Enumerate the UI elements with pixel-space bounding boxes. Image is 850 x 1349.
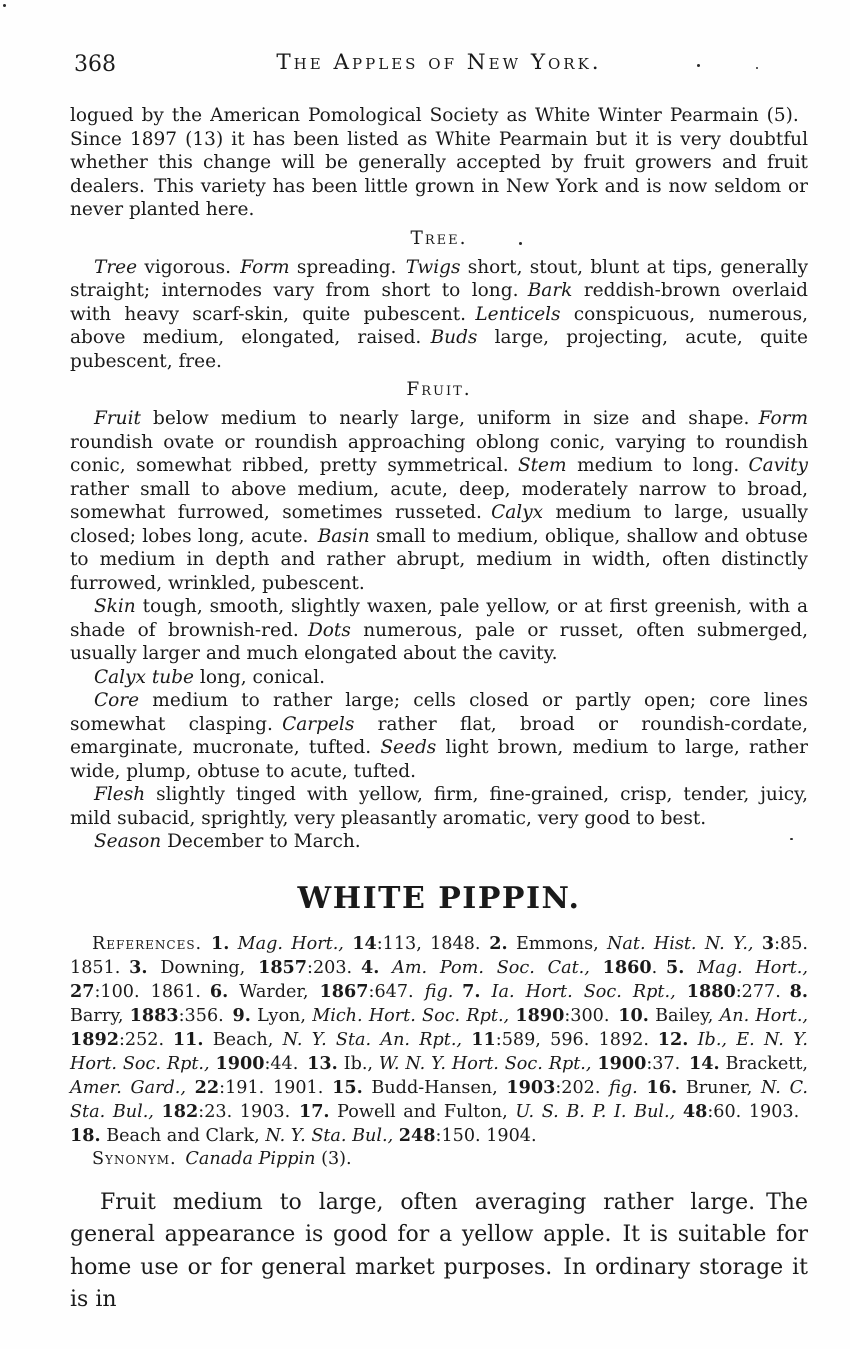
text-segment: 9. bbox=[232, 1004, 251, 1026]
text-segment: 3 bbox=[761, 932, 775, 954]
text-segment bbox=[344, 934, 352, 954]
text-segment: below medium to nearly large, uniform in size and shape. bbox=[140, 408, 759, 429]
text-segment: Form bbox=[758, 408, 808, 429]
text-segment bbox=[453, 982, 462, 1002]
text-segment: Core bbox=[94, 690, 140, 711]
text-segment: 6. bbox=[209, 980, 229, 1002]
text-column bbox=[70, 104, 808, 1317]
text-segment: 1883 bbox=[129, 1004, 179, 1026]
text-segment: light brown, medium to large, rather wide, plump, obtuse to acute, tufted. bbox=[70, 737, 808, 782]
text-segment: Twigs bbox=[405, 256, 461, 278]
text-segment: Canada Pippin bbox=[185, 1148, 316, 1169]
text-segment bbox=[675, 1102, 683, 1122]
text-segment: 11. bbox=[172, 1028, 204, 1050]
text-segment: Dots bbox=[307, 619, 351, 641]
text-segment: 1867 bbox=[319, 980, 369, 1002]
text-segment: Beach, bbox=[203, 1029, 283, 1050]
text-segment: 3. bbox=[129, 956, 148, 978]
text-segment: Ib., E. N. Y. Hort. Soc. Rpt., bbox=[70, 1029, 809, 1074]
text-segment bbox=[590, 958, 603, 978]
text-segment: 48 bbox=[682, 1100, 708, 1122]
text-segment: fig. bbox=[424, 981, 454, 1002]
text-segment: 1892 bbox=[70, 1028, 119, 1050]
text-segment: :60. 1903. bbox=[707, 1101, 809, 1122]
text-segment: 1903 bbox=[506, 1076, 556, 1098]
text-segment: medium to long. bbox=[566, 455, 749, 476]
text-segment bbox=[480, 982, 491, 1002]
text-segment: roundish ovate or roundish approaching oblong conic, varying to roundish conic, somewhat ribbed, pretty symmetrical. bbox=[70, 431, 808, 476]
text-segment: Basin bbox=[317, 525, 370, 547]
scan-speck bbox=[697, 64, 700, 67]
text-segment: Synonym. bbox=[92, 1148, 177, 1169]
text-segment: . bbox=[651, 957, 667, 978]
text-segment: Lyon, bbox=[250, 1005, 313, 1026]
text-segment: Fruit bbox=[94, 408, 141, 429]
text-segment: References. bbox=[92, 933, 203, 954]
text-segment: :589, 596. 1892. bbox=[495, 1029, 658, 1050]
text-segment: rather flat, broad or roundish-cordate, emarginate, mucronate, tufted. bbox=[70, 713, 808, 758]
text-segment: :23. 1903. bbox=[198, 1101, 299, 1122]
text-segment: conspicuous, numerous, above medium, elongated, raised. bbox=[70, 303, 808, 348]
text-segment: slightly tinged with yellow, firm, fine-grained, crisp, tender, juicy, mild subacid, sprightly, very pleasantly aromatic, very good to best. bbox=[70, 784, 808, 829]
text-segment: Budd-Hansen, bbox=[362, 1077, 507, 1098]
text-segment bbox=[676, 982, 687, 1002]
text-segment: Bark bbox=[527, 280, 573, 301]
text-segment: :44. bbox=[264, 1053, 308, 1074]
text-segment: :356. bbox=[178, 1005, 233, 1026]
text-segment: vigorous. bbox=[137, 256, 241, 278]
text-segment: short, stout, blunt at tips, generally straight; internodes vary from short to long. bbox=[70, 256, 809, 301]
text-segment: :202. bbox=[555, 1077, 610, 1098]
continuation-paragraph bbox=[70, 104, 808, 222]
text-segment: N. Y. Sta. An. Rpt., bbox=[282, 1029, 463, 1050]
text-segment bbox=[638, 1078, 647, 1098]
fruit-section-heading: Fruit. bbox=[406, 379, 472, 400]
variety-title: WHITE PIPPIN. bbox=[297, 880, 581, 916]
text-segment: Nat. Hist. N. Y., bbox=[607, 933, 754, 954]
text-segment: Season bbox=[94, 831, 162, 852]
text-segment: 12. bbox=[657, 1028, 689, 1050]
text-segment: Fruit medium to large, often averaging rather large. The general appearance is good for a yellow apple. It is suitable for home use or for general market purposes. In ordinary storage it is in bbox=[70, 1189, 808, 1312]
season-paragraph bbox=[70, 830, 808, 854]
text-segment: numerous, pale or russet, often submerged, usually larger and much elongated about the cavity. bbox=[70, 619, 809, 664]
text-segment: logued by the American Pomological Society as White Winter Pearmain (5). Since 1897 (13) it has been listed as White Pearmain but it is very doubtful whether this change will be generally accepted by fruit growers and fruit dealers. This variety has been little grown in New York and is now seldom or never planted here. bbox=[70, 105, 808, 220]
text-segment: 4. bbox=[360, 956, 380, 978]
flesh-paragraph bbox=[70, 783, 808, 830]
fruit-paragraph bbox=[70, 407, 808, 595]
scan-speck bbox=[790, 838, 793, 840]
text-segment: W. N. Y. Hort. Soc. Rpt., bbox=[378, 1053, 592, 1074]
text-segment: 14. bbox=[689, 1052, 720, 1074]
text-segment: Ia. Hort. Soc. Rpt., bbox=[491, 981, 676, 1002]
text-segment: (3). bbox=[315, 1148, 352, 1169]
text-segment bbox=[688, 1030, 697, 1050]
text-segment: Stem bbox=[517, 455, 567, 476]
text-segment: medium to rather large; cells closed or partly open; core lines somewhat clasping. bbox=[70, 690, 808, 735]
text-segment: 1900 bbox=[215, 1052, 265, 1074]
text-segment: Skin bbox=[94, 596, 136, 617]
text-segment: Ib., bbox=[337, 1053, 379, 1074]
text-segment: Bailey, bbox=[648, 1005, 720, 1026]
text-segment: :85. 1851. bbox=[70, 933, 809, 978]
text-segment: :300. bbox=[564, 1005, 619, 1026]
text-segment: :203. bbox=[307, 957, 361, 978]
page-number: 368 bbox=[74, 52, 116, 77]
text-segment: rather small to above medium, acute, deep, moderately narrow to broad, somewhat furrowed, sometimes russeted. bbox=[70, 478, 808, 523]
text-segment: Am. Pom. Soc. Cat., bbox=[392, 957, 590, 978]
text-segment: 7. bbox=[462, 980, 481, 1002]
text-segment: :150. 1904. bbox=[435, 1125, 537, 1146]
text-segment bbox=[754, 934, 762, 954]
text-segment: 1860 bbox=[602, 956, 652, 978]
text-segment: Flesh bbox=[94, 784, 146, 805]
text-segment: tough, smooth, slightly waxen, pale yellow, or at first greenish, with a shade of brownish-red. bbox=[70, 596, 808, 641]
text-segment: Carpels bbox=[282, 713, 355, 735]
text-segment: Mag. Hort., bbox=[237, 933, 344, 954]
text-segment: 1890 bbox=[515, 1004, 565, 1026]
core-paragraph bbox=[70, 689, 808, 783]
text-segment: :100. 1861. bbox=[94, 981, 210, 1002]
tree-section-heading: Tree. bbox=[410, 227, 468, 249]
text-segment: fig. bbox=[609, 1077, 638, 1098]
text-segment: small to medium, oblique, shallow and obtuse to medium in depth and rather abrupt, medium in width, often distinctly furrowed, wrinkled, pubescent. bbox=[70, 525, 808, 594]
text-segment: December to March. bbox=[161, 831, 361, 852]
text-segment: long, conical. bbox=[194, 666, 325, 688]
text-segment: Calyx bbox=[491, 502, 544, 523]
text-segment: 182 bbox=[161, 1100, 199, 1122]
text-segment: Amer. Gard., bbox=[70, 1077, 186, 1098]
text-segment: 11 bbox=[471, 1028, 496, 1050]
text-segment: 16. bbox=[646, 1076, 678, 1098]
text-segment: 5. bbox=[666, 956, 685, 978]
text-segment bbox=[462, 1030, 471, 1050]
text-segment: Powell and Fulton, bbox=[329, 1101, 516, 1122]
text-segment: spreading. bbox=[289, 256, 406, 278]
scan-speck bbox=[519, 242, 522, 245]
text-segment: 14 bbox=[352, 932, 377, 954]
running-title: The Apples of New York. bbox=[276, 50, 602, 75]
text-segment: 15. bbox=[332, 1076, 363, 1098]
text-segment: :252. bbox=[118, 1029, 173, 1050]
text-segment: Seeds bbox=[380, 737, 437, 758]
text-segment: large, projecting, acute, quite pubescent, free. bbox=[70, 327, 809, 372]
text-segment: reddish-brown overlaid with heavy scarf-skin, quite pubescent. bbox=[70, 280, 808, 325]
skin-paragraph bbox=[70, 595, 808, 666]
references-paragraph bbox=[70, 932, 808, 1148]
text-segment: :191. 1901. bbox=[219, 1077, 333, 1098]
text-segment bbox=[186, 1078, 195, 1098]
text-segment: N. Y. Sta. Bul., bbox=[265, 1125, 394, 1146]
text-segment: U. S. B. P. I. Bul., bbox=[515, 1101, 676, 1122]
text-segment: Barry, bbox=[70, 1005, 130, 1026]
text-segment: N. C. Sta. Bul., bbox=[70, 1077, 808, 1122]
text-segment: 1880 bbox=[686, 980, 736, 1002]
text-segment: 18. bbox=[70, 1124, 101, 1146]
text-segment: Emmons, bbox=[507, 933, 608, 954]
text-segment: 13. bbox=[307, 1052, 338, 1074]
text-segment: Beach and Clark, bbox=[100, 1125, 266, 1146]
text-segment bbox=[229, 934, 237, 954]
text-segment bbox=[684, 958, 697, 978]
text-segment: 17. bbox=[298, 1100, 330, 1122]
text-segment: 27 bbox=[70, 980, 95, 1002]
calyx-tube-paragraph bbox=[70, 666, 808, 690]
synonym-paragraph bbox=[70, 1148, 808, 1171]
text-segment: 22 bbox=[194, 1076, 220, 1098]
text-segment: 2. bbox=[489, 932, 508, 954]
text-segment: 8. bbox=[789, 980, 808, 1002]
text-segment: Tree bbox=[94, 256, 138, 278]
text-segment: medium to large, usually closed; lobes long, acute. bbox=[70, 502, 808, 547]
text-segment: Buds bbox=[430, 327, 478, 348]
intro-paragraph bbox=[70, 1187, 808, 1317]
text-segment bbox=[379, 958, 392, 978]
text-segment: 248 bbox=[398, 1124, 436, 1146]
text-segment bbox=[154, 1102, 162, 1122]
text-segment: :277. bbox=[735, 981, 790, 1002]
text-segment: :37. bbox=[646, 1053, 690, 1074]
text-segment: Downing, bbox=[147, 957, 259, 978]
text-segment: Lenticels bbox=[475, 303, 561, 325]
text-segment: Mag. Hort., bbox=[697, 957, 808, 978]
scan-speck bbox=[756, 67, 758, 69]
text-segment: Bruner, bbox=[677, 1077, 762, 1098]
text-segment bbox=[202, 934, 211, 954]
text-segment: 10. bbox=[618, 1004, 649, 1026]
scan-speck bbox=[3, 4, 6, 7]
text-segment: :647. bbox=[368, 981, 425, 1002]
text-segment: 1. bbox=[210, 932, 230, 954]
text-segment: An. Hort., bbox=[719, 1005, 809, 1026]
text-segment: :113, 1848. bbox=[376, 933, 490, 954]
text-segment: Calyx tube bbox=[94, 666, 195, 688]
text-segment: 1857 bbox=[258, 956, 308, 978]
text-segment: Warder, bbox=[228, 981, 320, 1002]
text-segment: Cavity bbox=[748, 455, 808, 476]
text-segment: Brackett, bbox=[719, 1053, 808, 1074]
text-segment: Mich. Hort. Soc. Rpt., bbox=[312, 1005, 510, 1026]
text-segment: Form bbox=[240, 256, 290, 278]
text-segment: 1900 bbox=[597, 1052, 647, 1074]
tree-paragraph bbox=[70, 256, 808, 374]
